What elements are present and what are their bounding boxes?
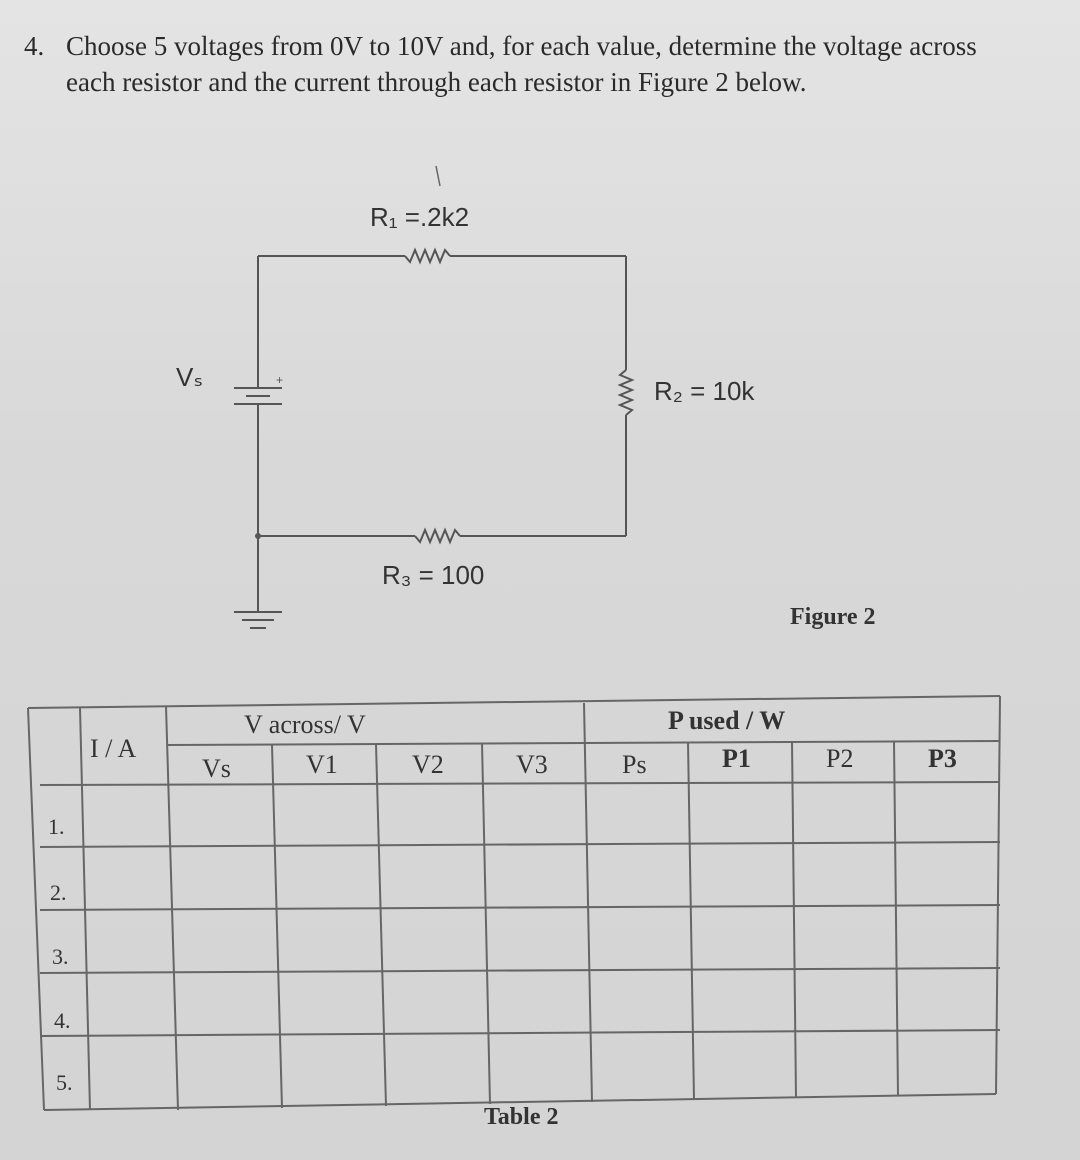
row-number-2: 2. bbox=[50, 880, 67, 905]
r2-label: R₂ = 10k bbox=[654, 376, 755, 406]
source-label: Vₛ bbox=[176, 362, 204, 392]
col-header-v2: V2 bbox=[412, 750, 444, 779]
col-header-p2: P2 bbox=[826, 744, 854, 773]
question-text: Choose 5 voltages from 0V to 10V and, for each value, determine the voltage across each resistor and the current through each resistor in Figure 2 below. bbox=[66, 31, 977, 97]
group-header-power: P used / W bbox=[668, 706, 786, 735]
question-number: 4. bbox=[24, 31, 45, 61]
row-number-4: 4. bbox=[54, 1008, 71, 1033]
row-number-1: 1. bbox=[48, 814, 65, 839]
col-header-p1: P1 bbox=[722, 744, 751, 773]
col-header-v1: V1 bbox=[306, 750, 338, 779]
figure-caption: Figure 2 bbox=[790, 604, 876, 630]
r1-label: R₁ =.2k2 bbox=[370, 202, 470, 232]
col-header-p3: P3 bbox=[928, 744, 957, 773]
col-header-vs: Vs bbox=[202, 754, 231, 783]
svg-text:+: + bbox=[276, 373, 284, 387]
group-header-voltage: V across/ V bbox=[244, 710, 366, 739]
col-header-current: I / A bbox=[90, 734, 137, 763]
table-caption: Table 2 bbox=[484, 1104, 559, 1130]
row-number-5: 5. bbox=[56, 1070, 73, 1095]
col-header-v3: V3 bbox=[516, 750, 548, 779]
col-header-ps: Ps bbox=[622, 750, 647, 779]
r3-label: R₃ = 100 bbox=[382, 560, 485, 590]
row-number-3: 3. bbox=[52, 944, 69, 969]
